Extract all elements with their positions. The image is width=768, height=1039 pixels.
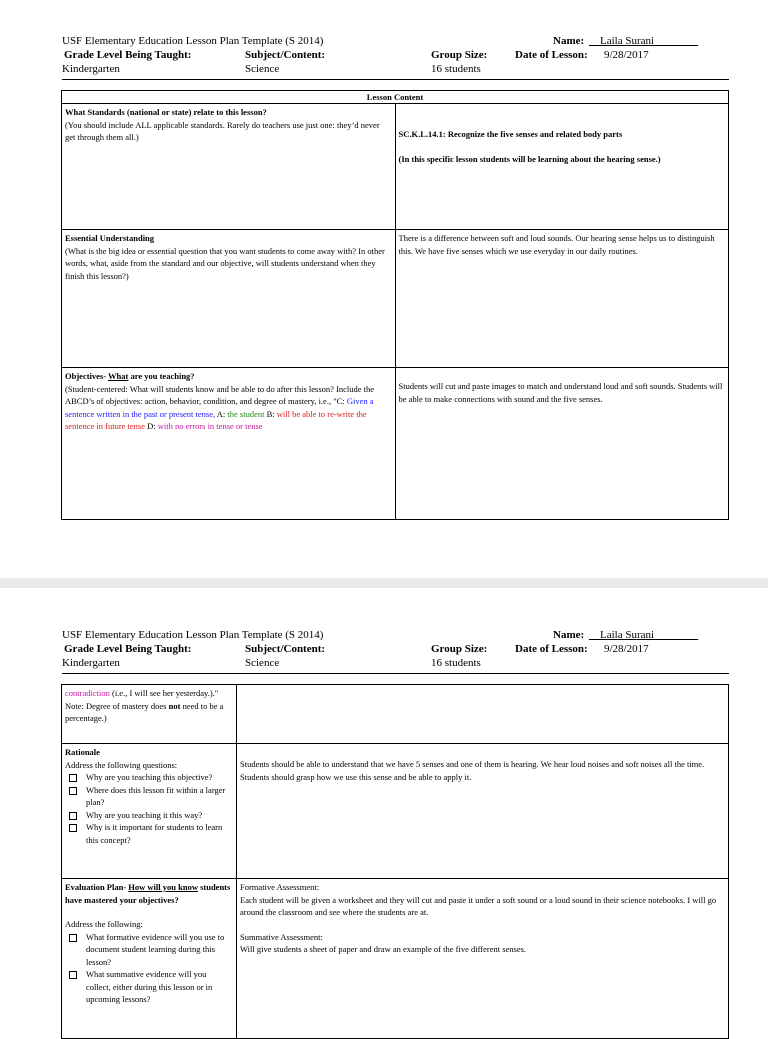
evaluation-intro: Address the following: bbox=[65, 919, 143, 929]
name-value: __Laila Surani________ bbox=[589, 629, 699, 641]
template-title: USF Elementary Education Lesson Plan Template (S 2014) bbox=[62, 35, 324, 47]
subject-value: Science bbox=[245, 63, 280, 75]
summative-text: Will give students a sheet of paper and draw an example of the five different senses. bbox=[240, 944, 527, 954]
group-size-label: Group Size: bbox=[431, 643, 488, 655]
mastery-note: Note: Degree of mastery does not need to be a percentage.) bbox=[65, 700, 224, 723]
checkbox-icon bbox=[69, 812, 77, 820]
evaluation-question-cell bbox=[62, 879, 237, 1039]
rationale-item: Where does this lesson fit within a larger plan? bbox=[65, 784, 233, 809]
name-label: Name: bbox=[553, 629, 585, 641]
group-size-label: Group Size: bbox=[431, 49, 488, 61]
objectives-question-cell bbox=[62, 368, 396, 520]
subject-value: Science bbox=[245, 657, 280, 669]
rationale-question-cell bbox=[62, 744, 237, 879]
group-size-value: 16 students bbox=[431, 63, 481, 75]
standards-answer-note: (In this specific lesson students will be learning about the hearing sense.) bbox=[398, 153, 661, 164]
name-label: Name: bbox=[553, 35, 585, 47]
evaluation-checklist bbox=[65, 931, 233, 1006]
rationale-checklist bbox=[65, 771, 233, 846]
date-value: 9/28/2017 bbox=[604, 49, 649, 61]
condition-example: Given a sentence written in the past or present tense, bbox=[65, 396, 374, 419]
checkbox-icon bbox=[69, 774, 77, 782]
checkbox-icon bbox=[69, 971, 77, 979]
objectives-continued-answer bbox=[237, 685, 729, 744]
lesson-content-title: Lesson Content bbox=[62, 91, 729, 104]
header-rule bbox=[62, 673, 729, 674]
rationale-item: Why are you teaching this objective? bbox=[65, 771, 233, 784]
evaluation-item: What summative evidence will you collect, either during this lesson or in upcoming lessons? bbox=[65, 968, 233, 1006]
objectives-heading: Objectives- What are you teaching? bbox=[65, 371, 195, 381]
standards-answer-code: SC.K.L.14.1: Recognize the five senses and related body parts bbox=[398, 129, 623, 139]
audience-example: the student bbox=[227, 408, 265, 419]
grade-value: Kindergarten bbox=[62, 657, 120, 669]
grade-label: Grade Level Being Taught: bbox=[64, 49, 192, 61]
essential-answer-cell bbox=[395, 230, 729, 368]
page-gap bbox=[0, 578, 768, 588]
evaluation-item: What formative evidence will you use to document student learning during this lesson? bbox=[65, 931, 233, 969]
name-value: __Laila Surani________ bbox=[589, 35, 699, 47]
date-label: Date of Lesson: bbox=[515, 49, 588, 61]
standards-heading: What Standards (national or state) relate to this lesson? bbox=[65, 107, 267, 117]
rationale-intro: Address the following questions: bbox=[65, 759, 178, 770]
standards-question-cell bbox=[62, 104, 396, 230]
objectives-answer: Students will cut and paste images to match and understand loud and soft sounds. Students will be able to make connections with sound and the five senses. bbox=[398, 381, 723, 404]
grade-value: Kindergarten bbox=[62, 63, 120, 75]
checkbox-icon bbox=[69, 824, 77, 832]
objectives-continued-cell bbox=[62, 685, 237, 744]
standards-hint: (You should include ALL applicable standards. Rarely do teachers use just one: they’d never get through them all.) bbox=[65, 119, 380, 142]
rationale-item: Why is it important for students to learn this concept? bbox=[65, 821, 233, 846]
page-2 bbox=[0, 588, 768, 1024]
header-rule bbox=[62, 79, 729, 80]
objectives-continued-text: contradiction (i.e., I will see her yesterday.)." bbox=[65, 688, 219, 698]
essential-question-cell bbox=[62, 230, 396, 368]
formative-label: Formative Assessment: bbox=[240, 882, 320, 892]
rationale-answer: Students should be able to understand that we have 5 senses and one of them is hearing. We hear loud noises and soft noises all the time. Students should grasp how we use this sense and be able to apply it. bbox=[240, 759, 705, 782]
degree-example-cont: contradiction bbox=[65, 688, 110, 698]
evaluation-heading: Evaluation Plan- How will you know students have mastered your objectives? bbox=[65, 882, 231, 905]
standards-answer-cell bbox=[395, 104, 729, 230]
lesson-content-table bbox=[61, 90, 729, 520]
subject-label: Subject/Content: bbox=[245, 643, 326, 655]
checkbox-icon bbox=[69, 787, 77, 795]
date-label: Date of Lesson: bbox=[515, 643, 588, 655]
formative-text: Each student will be given a worksheet and they will cut and paste it under a soft sound or a loud sound in their science notebooks. I will go around the classroom and see where the students are at. bbox=[240, 894, 717, 917]
degree-example: with no errors in tense or tense bbox=[157, 421, 263, 431]
date-value: 9/28/2017 bbox=[604, 643, 649, 655]
essential-hint: (What is the big idea or essential question that you want students to come away with? In other words, what, aside from the standard and our objective, will students understand when they finish this lesson?) bbox=[65, 245, 385, 281]
summative-label: Summative Assessment: bbox=[240, 931, 323, 942]
evaluation-answer-cell bbox=[237, 879, 729, 1039]
essential-answer: There is a difference between soft and loud sounds. Our hearing sense helps us to distinguish this. We have five senses which we use everyday in our daily routines. bbox=[398, 233, 715, 256]
rationale-item: Why are you teaching it this way? bbox=[65, 809, 233, 822]
checkbox-icon bbox=[69, 934, 77, 942]
grade-label: Grade Level Being Taught: bbox=[64, 643, 192, 655]
objectives-answer-cell bbox=[395, 368, 729, 520]
rationale-answer-cell bbox=[237, 744, 729, 879]
subject-label: Subject/Content: bbox=[245, 49, 326, 61]
group-size-value: 16 students bbox=[431, 657, 481, 669]
behavior-example: will be able to re-write the sentence in future tense bbox=[65, 408, 367, 431]
rationale-heading: Rationale bbox=[65, 747, 100, 757]
template-title: USF Elementary Education Lesson Plan Template (S 2014) bbox=[62, 629, 324, 641]
essential-heading: Essential Understanding bbox=[65, 233, 155, 243]
objectives-hint: (Student-centered: What will students know and be able to do after this lesson? Include the ABCD’s of objectives: action, behavior, condition, and degree of mastery, i.e., "C: Given a sentence written in the past or present tense, A: the student B: will be able to re-write the sentence in future tense D: with no errors in tense or tense bbox=[65, 383, 375, 431]
lesson-continued-table bbox=[61, 684, 729, 1039]
